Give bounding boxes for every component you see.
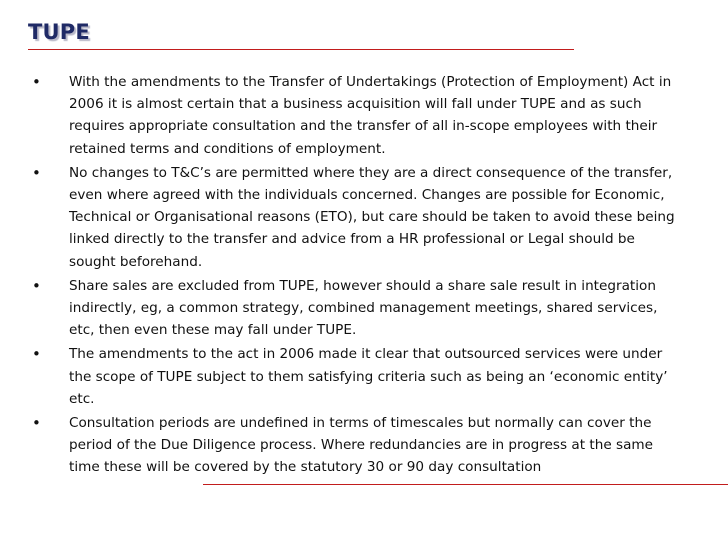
bullet-list [32, 71, 682, 481]
bullet-item [32, 71, 682, 160]
bullet-text: With the amendments to the Transfer of Undertakings (Protection of Employment) Act in 2006 it is almost certain that a business acquisition will fall under TUPE and as such requires appropriate consultation and the transfer of all in-scope employees with their retained terms and conditions of employment. [69, 74, 672, 157]
bullet-marker: • [32, 345, 41, 364]
slide-title: TUPE [28, 20, 90, 44]
bullet-text: Consultation periods are undefined in terms of timescales but normally can cover the period of the Due Diligence process. Where redundancies are in progress at the same time these will be covered by the statutory 30 or 90 day consultation [69, 415, 654, 476]
bullet-marker: • [32, 276, 41, 295]
bullet-text: The amendments to the act in 2006 made it clear that outsourced services were under the scope of TUPE subject to them satisfying criteria such as being an ‘economic entity’ etc. [69, 346, 668, 407]
bullet-item [32, 275, 682, 342]
footer-divider [203, 484, 728, 485]
bullet-item [32, 412, 682, 479]
bullet-item [32, 343, 682, 410]
bullet-text: Share sales are excluded from TUPE, however should a share sale result in integration indirectly, eg, a common strategy, combined management meetings, shared services, etc, then even these may fall under TUPE. [69, 277, 658, 339]
bullet-marker: • [32, 73, 41, 91]
bullet-item [32, 162, 682, 273]
bullet-marker: • [32, 163, 41, 182]
bullet-text: No changes to T&C’s are permitted where they are a direct consequence of the transfer, even where agreed with the individuals concerned. Changes are possible for Economic, Technical or Organisational reasons (ETO), but care should be taken to avoid these being linked directly to the transfer and advice from a HR professional or Legal should be sought beforehand. [69, 164, 675, 270]
title-underline [28, 49, 574, 50]
bullet-marker: • [32, 414, 41, 433]
